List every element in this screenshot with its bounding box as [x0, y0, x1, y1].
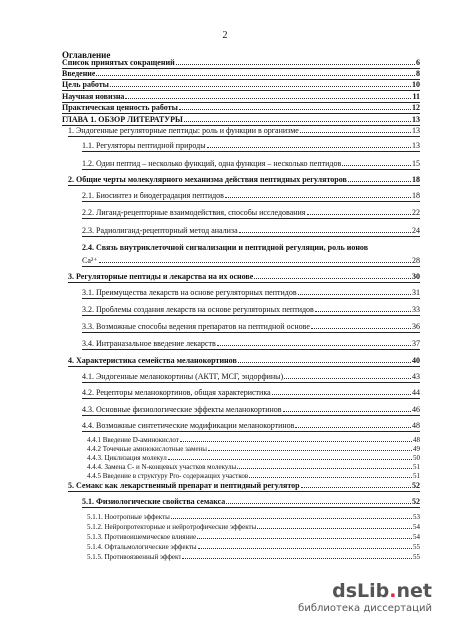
toc-entry-page: 33	[412, 305, 420, 314]
toc-leader-dots	[198, 548, 412, 549]
toc-entry-label: 1.2. Один пептид – несколько функций, одна функция – несколько пептидов	[82, 160, 342, 168]
toc-entry-label: 5. Семакс как лекарственный препарат и пептидный регулятор	[68, 482, 300, 490]
toc-entry[interactable]	[68, 357, 420, 367]
toc-entry-page: 36	[412, 322, 420, 331]
toc-leader-dots	[298, 294, 411, 295]
watermark-subtitle: библиотека диссертаций	[298, 603, 432, 614]
toc-entry-page: 40	[412, 356, 420, 365]
toc-entry-label: 3.2. Проблемы создания лекарств на основе регуляторных пептидов	[82, 306, 314, 314]
toc-entry-label: 4.3. Основные физиологические эффекты меланокортинов	[82, 406, 282, 414]
toc-entry-page: 51	[413, 463, 420, 471]
toc-entry[interactable]	[68, 176, 420, 186]
toc-leader-dots	[179, 109, 411, 110]
toc-leader-dots	[238, 362, 411, 363]
toc-entry-page: 37	[412, 339, 420, 348]
toc-entry[interactable]	[82, 244, 420, 252]
toc-entry[interactable]	[62, 70, 420, 80]
watermark-logo: dsLib.net	[332, 580, 432, 602]
toc-entry[interactable]	[68, 482, 420, 492]
toc-entry-page: 12	[412, 103, 420, 112]
toc-leader-dots	[110, 86, 411, 87]
toc-entry-page: 50	[413, 454, 420, 462]
toc-leader-dots	[284, 378, 411, 379]
toc-entry-label: 4.1. Эндогенные меланокортины (АКТГ, МСГ, эндорфины)	[82, 373, 284, 381]
toc-entry-page: 10	[412, 80, 420, 89]
page-number: 2	[222, 30, 228, 41]
toc-entry-label: Цель работы	[62, 81, 109, 89]
toc-entry[interactable]	[87, 464, 420, 471]
toc-entry[interactable]	[62, 59, 420, 69]
toc-entry-label: 4.4.1 Введение D-аминокислот	[87, 437, 179, 444]
toc-entry[interactable]	[82, 498, 420, 508]
toc-entry-page: 13	[412, 126, 420, 135]
toc-leader-dots	[239, 232, 411, 233]
toc-entry[interactable]	[82, 389, 420, 399]
toc-entry-page: 11	[412, 92, 420, 101]
toc-entry[interactable]	[82, 192, 420, 202]
toc-leader-dots	[197, 538, 412, 539]
toc-leader-dots	[300, 132, 411, 133]
toc-entry-label: 5.1.4. Офтальмологические эффекты	[87, 544, 197, 551]
toc-entry[interactable]	[82, 406, 420, 416]
toc-entry-label: Ca²⁺	[82, 257, 98, 265]
toc-entry-page: 48	[413, 436, 420, 444]
toc-entry-page: 54	[413, 533, 420, 541]
toc-entry[interactable]	[62, 93, 420, 103]
toc-leader-dots	[315, 311, 411, 312]
toc-entry-label: 5.1. Физиологические свойства семакса	[82, 498, 226, 506]
toc-entry-label: 2.2. Лиганд-рецепторные взаимодействия, способы исследования	[82, 209, 306, 217]
toc-leader-dots	[176, 64, 415, 65]
toc-leader-dots	[272, 394, 411, 395]
toc-leader-dots	[96, 75, 415, 76]
toc-leader-dots	[283, 411, 411, 412]
toc-entry[interactable]	[82, 289, 420, 299]
toc-entry[interactable]	[68, 127, 420, 137]
toc-entry-page: 18	[412, 191, 420, 200]
toc-entry-page: 15	[412, 159, 420, 168]
toc-entry-label: Научная новизна	[62, 93, 125, 101]
toc-entry-page: 13	[412, 141, 420, 150]
toc-leader-dots	[348, 181, 411, 182]
toc-entry[interactable]	[82, 209, 420, 219]
toc-entry[interactable]	[87, 554, 420, 561]
toc-entry-label: 4.4.5 Введение в структуру Pro- содержащих участков	[87, 473, 249, 480]
toc-entry-page: 13	[412, 115, 420, 124]
toc-entry[interactable]	[82, 422, 420, 432]
toc-entry-label: 5.1.2. Нейропротекторные и нейротрофические эффекты	[87, 524, 257, 531]
toc-entry-label: 4.4.3. Циклизация молекул	[87, 455, 167, 462]
toc-entry-label: 4.4.4. Замена С- и N-концевых участков молекулы	[87, 464, 237, 471]
toc-entry-page: 55	[413, 553, 420, 561]
toc-entry-page: 55	[413, 543, 420, 551]
toc-entry[interactable]	[87, 473, 420, 480]
toc-entry-label: 5.1.1. Ноотропные эффекты	[87, 514, 170, 521]
toc-leader-dots	[295, 427, 411, 428]
toc-entry[interactable]	[82, 227, 420, 237]
toc-leader-dots	[249, 477, 412, 478]
toc-leader-dots	[307, 214, 412, 215]
toc-leader-dots	[184, 121, 411, 122]
toc-entry-page: 53	[413, 513, 420, 521]
toc-entry-label: 1.1. Регуляторы пептидной природы	[82, 142, 206, 150]
toc-entry[interactable]	[87, 534, 420, 541]
toc-entry[interactable]	[82, 323, 420, 333]
toc-entry-label: 2.4. Связь внутриклеточной сигнализации и пептидной регуляции, роль ионов	[82, 244, 369, 252]
toc-leader-dots	[180, 441, 412, 442]
toc-entry-page: 52	[412, 481, 420, 490]
toc-leader-dots	[342, 165, 411, 166]
toc-entry-page: 18	[412, 175, 420, 184]
toc-entry-label: Список принятых сокращений	[62, 59, 175, 67]
toc-entry-label: 2. Общие черты молекулярного механизма действия пептидных регуляторов	[68, 176, 347, 184]
toc-leader-dots	[217, 345, 411, 346]
toc-entry-label: 3.4. Интраназальное введение лекарств	[82, 340, 216, 348]
toc-entry[interactable]	[87, 514, 420, 521]
toc-entry-label: 4.4.2 Точечные аминокислотные замены	[87, 446, 208, 453]
toc-entry-page: 24	[412, 226, 420, 235]
toc-entry[interactable]	[82, 340, 420, 350]
toc-heading: Оглавление	[62, 50, 111, 60]
toc-entry-page: 52	[412, 497, 420, 506]
toc-entry-label: ГЛАВА 1. ОБЗОР ЛИТЕРАТУРЫ	[62, 116, 183, 124]
toc-entry[interactable]	[82, 373, 420, 383]
toc-entry-page: 51	[413, 472, 420, 480]
toc-entry[interactable]	[87, 446, 420, 453]
toc-leader-dots	[208, 450, 412, 451]
toc-entry-label: 1. Эндогенные регуляторные пептиды: роль и функции в организме	[68, 127, 299, 135]
toc-entry-page: 28	[412, 256, 420, 265]
toc-entry[interactable]	[62, 81, 420, 91]
toc-leader-dots	[125, 98, 411, 99]
toc-entry[interactable]	[82, 306, 420, 316]
toc-entry-page: 49	[413, 445, 420, 453]
toc-leader-dots	[168, 459, 412, 460]
toc-entry-page: 22	[412, 208, 420, 217]
toc-entry-page: 46	[412, 405, 420, 414]
toc-entry-page: 30	[412, 272, 420, 281]
toc-entry-label: 3. Регуляторные пептиды и лекарства на их основе	[68, 273, 254, 281]
toc-entry[interactable]	[62, 116, 420, 126]
toc-leader-dots	[254, 278, 411, 279]
toc-leader-dots	[171, 518, 412, 519]
toc-leader-dots	[257, 528, 412, 529]
toc-leader-dots	[226, 503, 411, 504]
toc-leader-dots	[207, 147, 411, 148]
toc-entry-page: 54	[413, 523, 420, 531]
toc-entry-label: 3.3. Возможные способы ведения препаратов на пептидной основе	[82, 323, 310, 331]
toc-entry-label: 2.1. Биосинтез и биодеградация пептидов	[82, 192, 224, 200]
toc-entry[interactable]	[62, 104, 420, 114]
toc-entry-page: 43	[412, 372, 420, 381]
toc-entry[interactable]	[82, 257, 420, 267]
toc-entry[interactable]	[87, 524, 420, 531]
toc-leader-dots	[237, 468, 412, 469]
toc-leader-dots	[182, 558, 412, 559]
toc-entry[interactable]	[82, 142, 420, 152]
toc-entry[interactable]	[87, 437, 420, 444]
toc-entry[interactable]	[68, 273, 420, 283]
toc-entry-label: 4.2. Рецепторы меланокортинов, общая характеристика	[82, 389, 271, 397]
toc-leader-dots	[301, 487, 411, 488]
toc-leader-dots	[311, 328, 411, 329]
toc-entry-label: 5.1.5. Противоязвенный эффект	[87, 554, 182, 561]
toc-entry-page: 31	[412, 288, 420, 297]
toc-entry-label: 3.1. Преимущества лекарств на основе регуляторных пептидов	[82, 289, 297, 297]
toc-entry-page: 6	[416, 58, 420, 67]
watermark	[282, 582, 432, 614]
toc-entry[interactable]	[82, 160, 420, 170]
toc-entry-page: 48	[412, 421, 420, 430]
toc-entry[interactable]	[87, 544, 420, 551]
toc-entry-label: 4. Характеристика семейства меланокортинов	[68, 357, 237, 365]
toc-entry-page: 44	[412, 388, 420, 397]
toc-entry-label: Практическая ценность работы	[62, 104, 178, 112]
toc-entry-label: 2.3. Радиолиганд-рецепторный метод анализа	[82, 227, 238, 235]
toc-leader-dots	[99, 262, 411, 263]
toc-entry-label: Введение	[62, 70, 96, 78]
toc-entry[interactable]	[87, 455, 420, 462]
toc-leader-dots	[225, 197, 411, 198]
toc-entry-page: 8	[416, 69, 420, 78]
toc-entry-label: 5.1.3. Противоишемическое влияние	[87, 534, 197, 541]
toc-entry-label: 4.4. Возможные синтетические модификации меланокортинов	[82, 422, 295, 430]
